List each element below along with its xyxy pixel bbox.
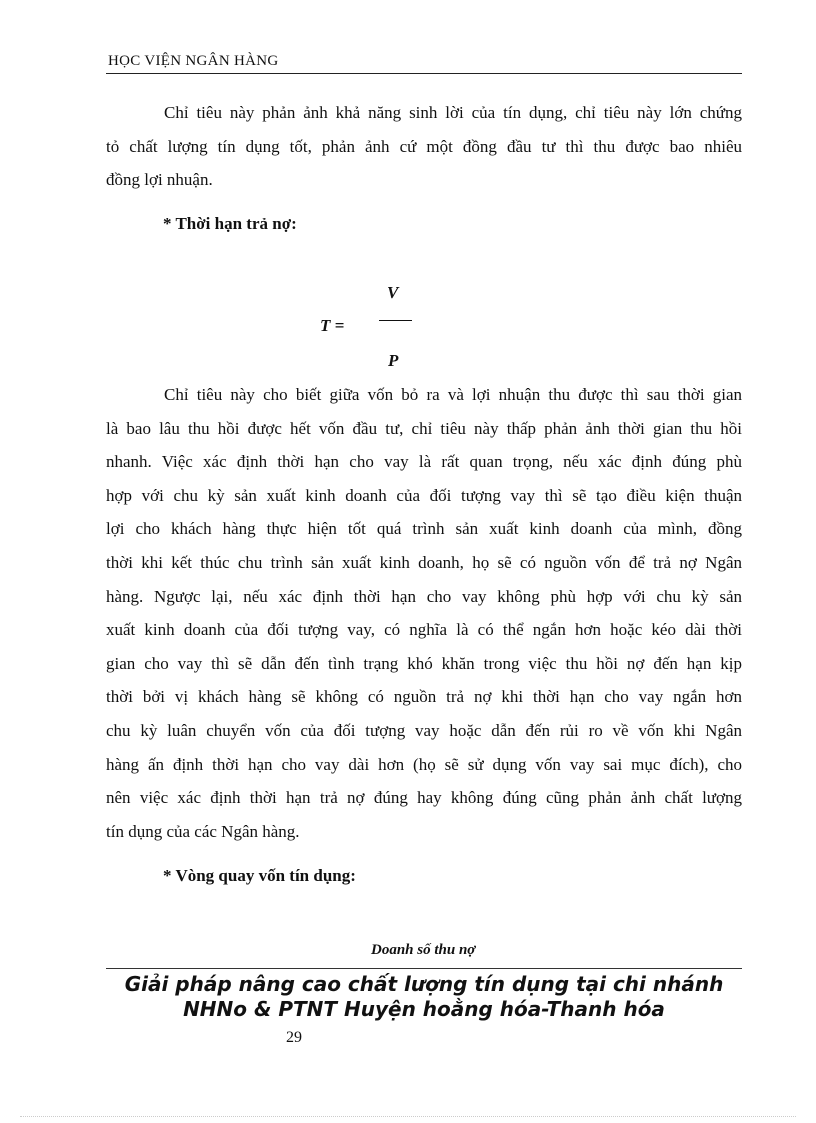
paragraph-line: hàng. Ngược lại, nếu xác định thời hạn cho vay không phù hợp với chu kỳ sản (106, 586, 742, 606)
page-number: 29 (286, 1029, 302, 1046)
section-heading-credit-turnover: * Vòng quay vốn tín dụng: (163, 866, 356, 885)
header-divider (106, 73, 742, 74)
footer-title-line: Giải pháp nâng cao chất lượng tín dụng tại chi nhánh (124, 972, 724, 996)
footer-divider (106, 968, 742, 969)
paragraph-line: nên việc xác định thời hạn trả nợ đúng hay không đúng cũng phản ảnh chất lượng (106, 788, 742, 808)
paragraph-line: xuất kinh doanh của đối tượng vay, có nghĩa là có thể ngắn hơn hoặc kéo dài thời (106, 620, 742, 640)
paragraph-line: tỏ chất lượng tín dụng tốt, phản ảnh cứ một đồng đầu tư thì thu được bao nhiêu (106, 136, 742, 156)
running-header: HỌC VIỆN NGÂN HÀNG (108, 53, 279, 69)
paragraph-line: nhanh. Việc xác định thời hạn cho vay là rất quan trọng, nếu xác định đúng phù (106, 452, 742, 472)
footer-title-line: NHNo & PTNT Huyện hoằng hóa-Thanh hóa (183, 997, 665, 1021)
paragraph-line: đồng lợi nhuận. (106, 170, 213, 190)
formula-denominator: P (388, 351, 399, 370)
page-bottom-border (20, 1116, 796, 1117)
paragraph-line: hàng ấn định thời hạn cho vay dài hơn (họ sẽ sử dụng vốn vay sai mục đích), cho (106, 754, 742, 774)
paragraph-line: thời khi kết thúc chu trình sản xuất kinh doanh, họ sẽ có nguồn vốn để trả nợ Ngân (106, 552, 742, 572)
paragraph-2 (106, 378, 742, 848)
paragraph-line: Chỉ tiêu này cho biết giữa vốn bỏ ra và lợi nhuận thu được thì sau thời gian (164, 385, 742, 404)
paragraph-line: gian cho vay thì sẽ dẫn đến tình trạng khó khăn trong việc thu hồi nợ đến hạn kịp (106, 653, 742, 673)
paragraph-line: thời bởi vị khách hàng sẽ không có nguồn trả nợ khi thời hạn cho vay ngắn hơn (106, 687, 742, 707)
paragraph-line: lợi cho khách hàng thực hiện tốt quá trình sản xuất kinh doanh của mình, đồng (106, 519, 742, 539)
paragraph-line: tín dụng của các Ngân hàng. (106, 821, 300, 841)
footer-title (106, 972, 742, 1022)
paragraph-line: là bao lâu thu hồi được hết vốn đầu tư, chỉ tiêu này thấp phản ảnh thời gian thu hồi (106, 418, 742, 438)
formula-numerator: Doanh số thu nợ (371, 942, 476, 958)
formula-lhs: T = (320, 316, 345, 335)
paragraph-line: chu kỳ luân chuyển vốn của đối tượng vay hoặc dẫn đến rủi ro về vốn khi Ngân (106, 720, 742, 740)
section-heading-repayment-term: * Thời hạn trả nợ: (163, 214, 297, 233)
fraction-bar (379, 320, 412, 321)
paragraph-1 (106, 96, 742, 197)
paragraph-line: hợp với chu kỳ sản xuất kinh doanh của đối tượng vay thì sẽ tạo điều kiện thuận (106, 485, 742, 505)
paragraph-line: Chỉ tiêu này phản ảnh khả năng sinh lời của tín dụng, chỉ tiêu này lớn chứng (164, 103, 742, 122)
formula-numerator: V (387, 283, 399, 302)
